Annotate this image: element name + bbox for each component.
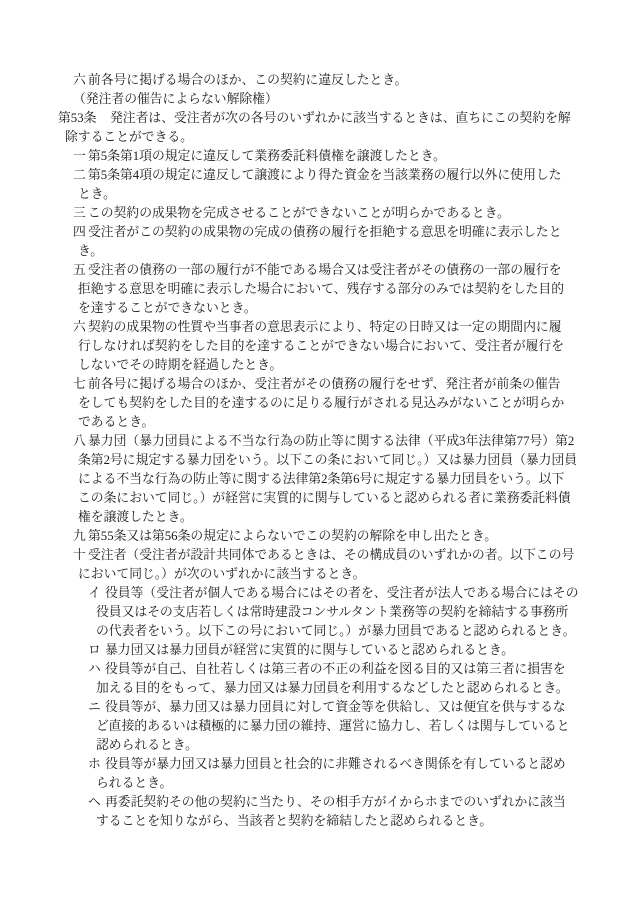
line-text: 拒絶する意思を明確に表示した場合において、残存する部分のみでは契約をした目的 [78,282,565,296]
item-marker: 四 [73,225,86,239]
item-marker: 五 [73,263,86,277]
line-text: ど直接的あるいは積極的に暴力団の維持、運営に協力し、若しくは関与していると [96,719,570,733]
item-marker: 六 [73,320,86,334]
line-text: 加える目的をもって、暴力団又は暴力団員を利用するなどしたと認められるとき。 [96,681,569,695]
item-line [58,223,578,242]
line-text: 発注者は、受注者が次の各号のいずれかに該当するときは、直ちにこの契約を解 [110,111,571,125]
line-text: 受注者がこの契約の成果物の完成の債務の履行を拒絶する意思を明確に表示したと [88,225,562,239]
item-continuation-line [58,337,578,356]
line-text: 行しなければ契約をした目的を達することができない場合において、受注者が履行を [78,339,565,353]
subitem-continuation-line [58,736,578,755]
item-line [58,432,578,451]
line-text: をしても契約をした目的を達するのに足りる履行がされる見込みがないことが明らか [78,396,565,410]
article-continuation-line [58,128,578,147]
line-text: しないでその時期を経過したとき。 [78,358,283,372]
item-marker: 一 [73,149,86,163]
item-line [58,318,578,337]
item-marker: ニ [88,700,101,714]
subitem-line [58,698,578,717]
item-marker: ハ [88,662,101,676]
item-continuation-line [58,565,578,584]
item-continuation-line [58,356,578,375]
item-line [58,375,578,394]
item-marker: 七 [73,377,86,391]
line-text: この条において同じ。）が経営に実質的に関与していると認められる者に業務委託料債 [78,491,571,505]
item-continuation-line [58,299,578,318]
item-line [58,261,578,280]
item-marker: 八 [73,434,86,448]
article-line [58,109,578,128]
item-marker: ロ [88,643,101,657]
subitem-continuation-line [58,774,578,793]
line-text: 第55条又は第56条の規定によらないでこの契約の解除を申し出たとき。 [88,529,497,543]
line-text: 認められるとき。 [96,738,198,752]
subitem-continuation-line [58,812,578,831]
item-continuation-line [58,280,578,299]
line-text: 第5条第1項の規定に違反して業務委託料債権を譲渡したとき。 [88,149,446,163]
item-continuation-line [58,470,578,489]
line-text: 受注者の債務の一部の履行が不能である場合又は受注者がその債務の一部の履行を [88,263,562,277]
item-marker: 九 [73,529,86,543]
line-text: 役員等が暴力団又は暴力団員と社会的に非難されるべき関係を有していると認め [105,757,566,771]
line-text: であるとき。 [78,415,155,429]
item-marker: 六 [73,73,86,87]
subitem-line [58,660,578,679]
line-text: 第5条第4項の規定に違反して譲渡により得た資金を当該業務の履行以外に使用した [88,168,562,182]
subitem-continuation-line [58,717,578,736]
line-text: 条第2号に規定する暴力団をいう。以下この条において同じ。）又は暴力団員（暴力団員 [78,453,578,467]
line-text: き。 [78,244,104,258]
subitem-line [58,755,578,774]
contract-text-block [58,71,578,831]
section-heading [58,90,578,109]
subitem-continuation-line [58,679,578,698]
line-text: 除することができる。 [65,130,193,144]
line-text: 役員等が、暴力団又は暴力団員に対して資金等を供給し、又は便宜を供与するな [105,700,566,714]
item-marker: 十 [73,548,86,562]
item-line [58,546,578,565]
item-marker: 三 [73,206,86,220]
line-text: 暴力団（暴力団員による不当な行為の防止等に関する法律（平成3年法律第77号）第2 [88,434,575,448]
line-text: 暴力団又は暴力団員が経営に実質的に関与していると認められるとき。 [105,643,514,657]
line-text: の代表者をいう。以下この号において同じ。）が暴力団員であると認められるとき。 [96,624,576,638]
line-text: とき。 [78,187,116,201]
line-text: 役員等（受注者が個人である場合にはその者を、受注者が法人である場合にはその [105,586,579,600]
item-line [58,527,578,546]
subitem-continuation-line [58,622,578,641]
line-text: による不当な行為の防止等に関する法律第2条第6号に規定する暴力団員をいう。以下 [78,472,565,486]
line-text: 契約の成果物の性質や当事者の意思表示により、特定の日時又は一定の期間内に履 [88,320,562,334]
item-marker: イ [88,586,101,600]
item-line [58,166,578,185]
item-continuation-line [58,242,578,261]
item-continuation-line [58,394,578,413]
item-line [58,147,578,166]
article-number: 第53条 [58,111,97,125]
line-text: を達することができないとき。 [78,301,257,315]
line-text: 再委託契約その他の契約に当たり、その相手方がイからホまでのいずれかに該当 [105,795,566,809]
line-text: 役員等が自己、自社若しくは第三者の不正の利益を図る目的又は第三者に損害を [105,662,566,676]
subitem-line [58,793,578,812]
item-marker: ホ [88,757,101,771]
line-text: この契約の成果物を完成させることができないことが明らかであるとき。 [88,206,510,220]
line-text: （発注者の催告によらない解除権） [73,92,278,106]
line-text: 前各号に掲げる場合のほか、この契約に違反したとき。 [88,73,408,87]
item-continuation-line [58,413,578,432]
line-text: られるとき。 [96,776,173,790]
line-text: 役員又はその支店若しくは常時建設コンサルタント業務等の契約を締結する事務所 [96,605,569,619]
item-marker: ヘ [88,795,101,809]
item-line [58,71,578,90]
subitem-line [58,584,578,603]
item-marker: 二 [73,168,86,182]
line-text: 前各号に掲げる場合のほか、受注者がその債務の履行をせず、発注者が前条の催告 [88,377,561,391]
item-continuation-line [58,508,578,527]
item-line [58,204,578,223]
subitem-continuation-line [58,603,578,622]
line-text: において同じ。）が次のいずれかに該当するとき。 [78,567,366,581]
subitem-line [58,641,578,660]
item-continuation-line [58,451,578,470]
item-continuation-line [58,489,578,508]
line-text: 受注者（受注者が設計共同体であるときは、その構成員のいずれかの者。以下この号 [88,548,575,562]
line-text: 権を譲渡したとき。 [78,510,193,524]
line-text: することを知りながら、当該者と契約を締結したと認められるとき。 [96,814,493,828]
item-continuation-line [58,185,578,204]
